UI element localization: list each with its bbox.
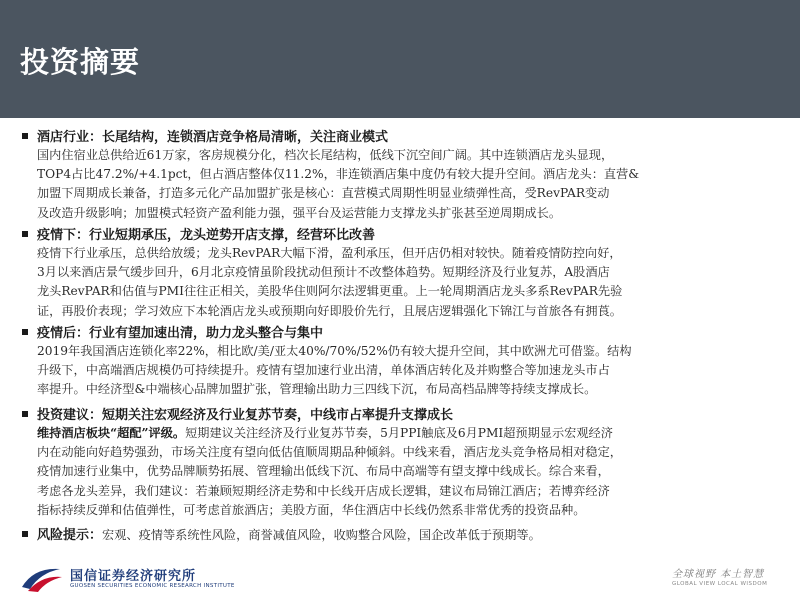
text-line	[37, 424, 777, 443]
section-paragraph	[37, 244, 777, 321]
text-line: 内在动能向好趋势强劲，市场关注度有望向低估值顺周期品种倾斜。中线来看，酒店龙头竞争格局相对稳定，	[37, 445, 622, 460]
text-line: 指标持续反弹和估值弹性，可考虑首旅酒店；美股方面，华住酒店中长线仍然系非常优秀的投资品种。	[37, 502, 586, 517]
section-paragraph	[37, 146, 777, 223]
risk-heading: 风险提示：	[37, 528, 103, 543]
rating-statement: 维持酒店板块“超配”评级。	[37, 426, 186, 440]
text-line: 疫情下行业承压，总供给放缓；龙头RevPAR大幅下滑，盈利承压，但开店仍相对较快。随着疫情防控向好，	[37, 246, 622, 260]
text-line: 3月以来酒店景气缓步回升，6月北京疫情虽阶段扰动但预计不改整体趋势。短期经济及行业复苏，A股酒店	[37, 265, 610, 280]
section-heading	[37, 524, 541, 543]
header-banner	[0, 0, 800, 118]
text-line-rest: 短期建议关注经济及行业复苏节奏，5月PPI触底及6月PMI超预期显示宏观经济	[185, 426, 613, 440]
text-line: 疫情加速行业集中，优势品牌顺势拓展、管理输出低线下沉、布局中高端等有望支撑中线成长。综合来看，	[37, 464, 610, 479]
bullet-marker	[22, 329, 28, 335]
text-line: 龙头RevPAR和估值与PMI往往正相关，美股华住则阿尔法逻辑更重。上一轮周期酒店龙头多系RevPAR先验	[37, 284, 623, 299]
section-heading: 疫情下：行业短期承压，龙头逆势开店支撑，经营环比改善	[37, 228, 376, 243]
logo-subtext: GUOSEN SECURITIES ECONOMIC RESEARCH INSTITUTE	[70, 583, 235, 589]
text-line: 率提升。中经济型&中端核心品牌加盟扩张，管理输出助力三四线下沉，布局高档品牌等持续支撑成长。	[37, 382, 597, 397]
footer	[0, 553, 800, 600]
text-line: 及改造升级影响；加盟模式轻资产盈利能力强，强平台及运营能力支撑龙头扩张甚至逆周期成长。	[37, 205, 562, 220]
text-line: 证，再股价表现；学习效应下本轮酒店龙头或预期向好即股价先行，且展店逻辑强化下锦江与首旅各有拥莨。	[37, 303, 622, 318]
section-heading: 疫情后：行业有望加速出清，助力龙头整合与集中	[37, 326, 324, 341]
bullet-marker	[22, 133, 28, 139]
section-heading: 投资建议：短期关注宏观经济及行业复苏节奏，中线市占率提升支撑成长	[37, 408, 454, 423]
text-line: 考虑各龙头差异，我们建议：若兼顾短期经济走势和中长线开店成长逻辑，建议布局锦江酒店；若博弈经济	[37, 483, 610, 498]
bullet-marker	[22, 411, 28, 417]
slogan: 全球视野 本土智慧	[672, 569, 765, 580]
bullet-marker	[22, 531, 28, 537]
summary-content	[0, 124, 800, 550]
slogan-subtext: GLOBAL VIEW LOCAL WISDOM	[672, 581, 768, 587]
text-line: 国内住宿业总供给近61万家，客房规模分化，档次长尾结构，低线下沉空间广阔。其中连锁酒店龙头显现，	[37, 148, 614, 162]
bullet-marker	[22, 231, 28, 237]
risk-text: 宏观、疫情等系统性风险，商誉减值风险，收购整合风险，国企改革低于预期等。	[102, 528, 541, 542]
guosen-logo-icon	[20, 563, 64, 593]
section-heading: 酒店行业：长尾结构，连锁酒店竞争格局清晰，关注商业模式	[37, 130, 389, 145]
text-line: 升级下，中高端酒店规模仍可持续提升。疫情有望加速行业出清，单体酒店转化及并购整合等加速龙头市占	[37, 363, 610, 378]
text-line: 加盟下周期成长兼备，打造多元化产品加盟扩张是核心：直营模式周期性明显业绩弹性高，受RevPAR变动	[37, 186, 610, 201]
text-line: TOP4占比47.2%/+4.1pct，但占酒店整体仅11.2%，非连锁酒店集中度仍有较大提升空间。酒店龙头：直营&	[37, 167, 640, 182]
page-title: 投资摘要	[20, 45, 141, 79]
section-paragraph	[37, 424, 777, 520]
section-paragraph	[37, 342, 777, 400]
text-line: 2019年我国酒店连锁化率22%，相比欧/美/亚太40%/70%/52%仍有较大提升空间，其中欧洲尤可借鉴。结构	[37, 344, 632, 358]
logo-text: 国信证券经济研究所	[70, 569, 197, 584]
